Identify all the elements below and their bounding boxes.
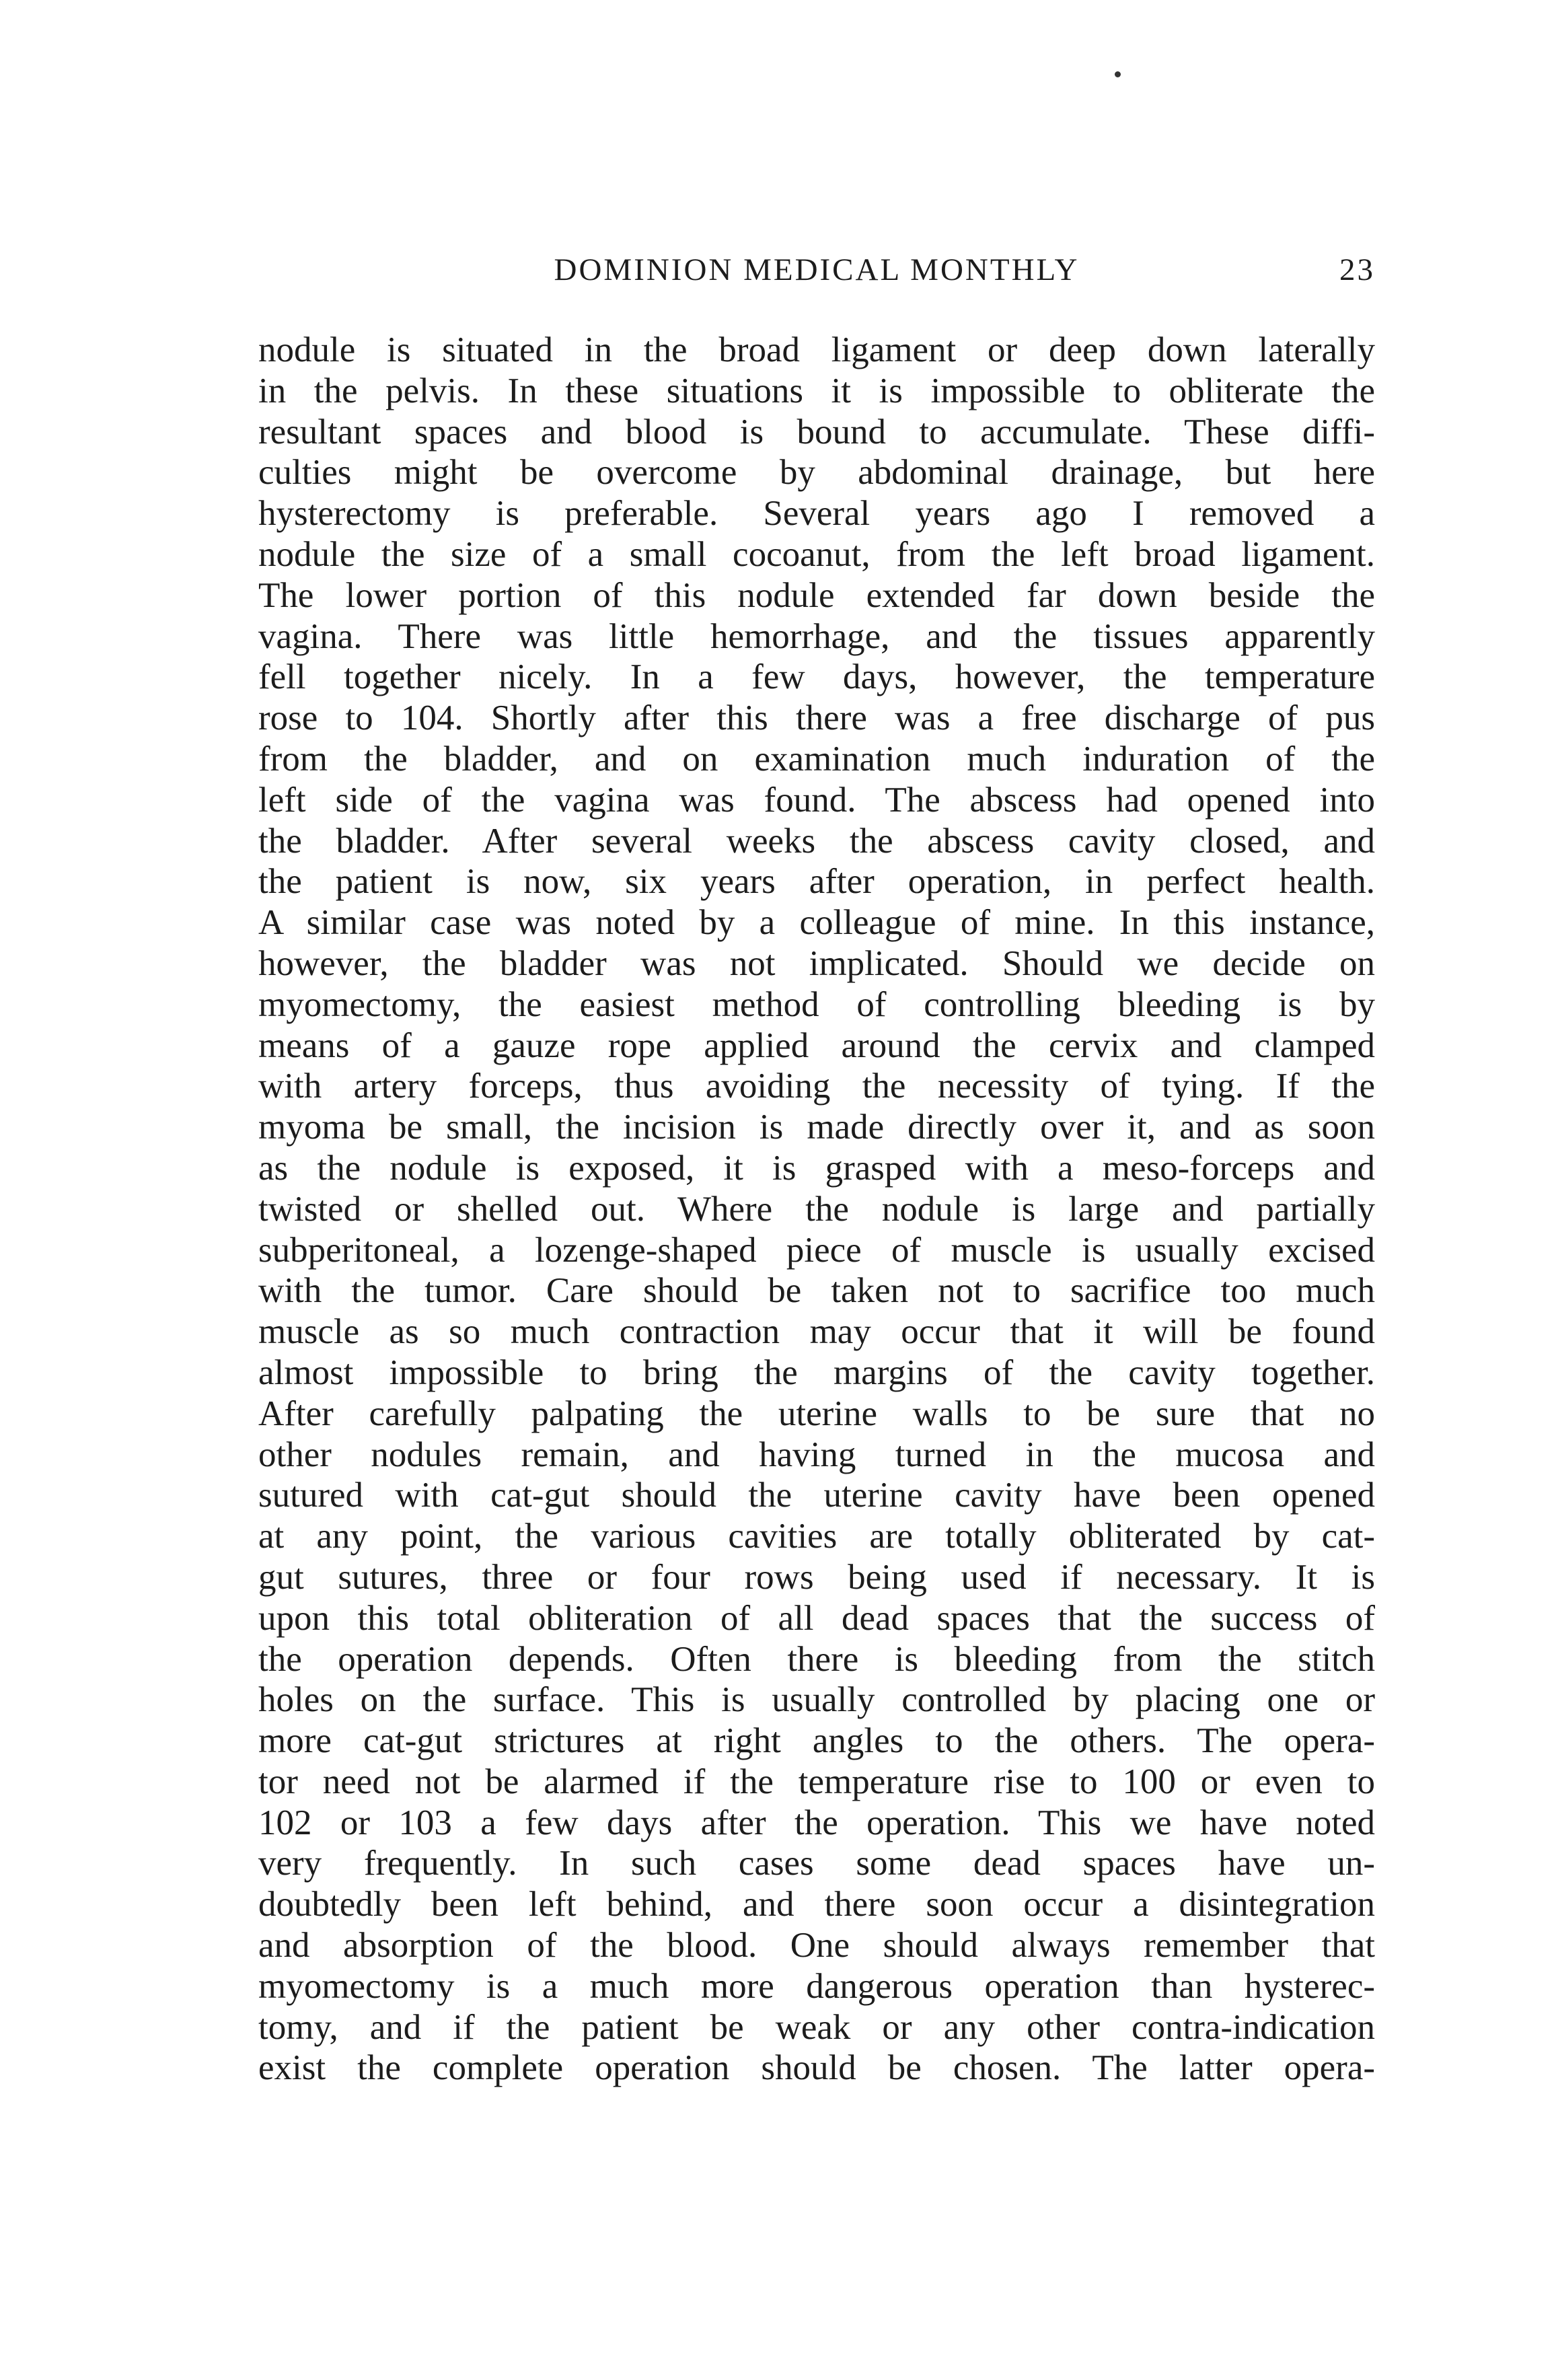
text-line: hysterectomy is preferable. Several years ago I removed a (258, 494, 1375, 534)
text-line: myoma be small, the incision is made directly over it, and as soon (258, 1108, 1375, 1147)
text-line: A similar case was noted by a colleague of mine. In this instance, (258, 903, 1375, 943)
text-line: 102 or 103 a few days after the operation. This we have noted (258, 1803, 1375, 1842)
text-line: holes on the surface. This is usually controlled by placing one or (258, 1680, 1375, 1720)
text-line: and absorption of the blood. One should always remember that (258, 1926, 1375, 1966)
text-line: The lower portion of this nodule extended far down beside the (258, 575, 1375, 615)
journal-title: DOMINION MEDICAL MONTHLY (554, 252, 1080, 287)
text-line: twisted or shelled out. Where the nodule is large and partially (258, 1189, 1375, 1229)
text-line: more cat-gut strictures at right angles to the others. The opera- (258, 1721, 1375, 1761)
text-line: with artery forceps, thus avoiding the necessity of tying. If the (258, 1067, 1375, 1106)
text-line: resultant spaces and blood is bound to accumulate. These diffi- (258, 412, 1375, 452)
text-line: with the tumor. Care should be taken not to sacrifice too much (258, 1271, 1375, 1311)
text-line: myomectomy is a much more dangerous operation than hysterec- (258, 1966, 1375, 2006)
text-line: doubtedly been left behind, and there soon occur a disintegration (258, 1885, 1375, 1924)
text-line: myomectomy, the easiest method of controlling bleeding is by (258, 984, 1375, 1024)
text-line: tor need not be alarmed if the temperature rise to 100 or even to (258, 1762, 1375, 1801)
text-line: other nodules remain, and having turned in the mucosa and (258, 1435, 1375, 1474)
text-line: the bladder. After several weeks the abscess cavity closed, and (258, 821, 1375, 861)
body-text (258, 330, 1375, 2089)
text-line: however, the bladder was not implicated. Should we decide on (258, 943, 1375, 983)
page-number: 23 (1339, 252, 1375, 287)
text-line: muscle as so much contraction may occur that it will be found (258, 1312, 1375, 1352)
text-line: very frequently. In such cases some dead spaces have un- (258, 1844, 1375, 1883)
text-line: rose to 104. Shortly after this there was a free discharge of pus (258, 698, 1375, 738)
text-line: sutured with cat-gut should the uterine cavity have been opened (258, 1476, 1375, 1515)
text-line: exist the complete operation should be chosen. The latter opera- (258, 2048, 1375, 2088)
text-line: gut sutures, three or four rows being used if necessary. It is (258, 1557, 1375, 1597)
text-line: nodule the size of a small cocoanut, from the left broad ligament. (258, 534, 1375, 574)
text-line: as the nodule is exposed, it is grasped with a meso-forceps and (258, 1148, 1375, 1188)
text-line: nodule is situated in the broad ligament or deep down laterally (258, 330, 1375, 369)
ink-speck (1115, 71, 1121, 77)
text-line: After carefully palpating the uterine walls to be sure that no (258, 1394, 1375, 1433)
running-head (258, 252, 1375, 299)
text-line: the operation depends. Often there is bleeding from the stitch (258, 1639, 1375, 1679)
text-line: almost impossible to bring the margins of the cavity together. (258, 1353, 1375, 1392)
text-line: upon this total obliteration of all dead spaces that the success of (258, 1598, 1375, 1638)
text-line: vagina. There was little hemorrhage, and the tissues apparently (258, 616, 1375, 656)
text-line: subperitoneal, a lozenge-shaped piece of muscle is usually excised (258, 1230, 1375, 1270)
text-line: from the bladder, and on examination much induration of the (258, 739, 1375, 779)
text-line: fell together nicely. In a few days, however, the temperature (258, 657, 1375, 697)
text-line: the patient is now, six years after operation, in perfect health. (258, 862, 1375, 902)
text-line: tomy, and if the patient be weak or any other contra-indication (258, 2007, 1375, 2047)
text-line: at any point, the various cavities are totally obliterated by cat- (258, 1517, 1375, 1556)
text-line: in the pelvis. In these situations it is impossible to obliterate the (258, 371, 1375, 410)
text-line: left side of the vagina was found. The abscess had opened into (258, 780, 1375, 820)
text-line: means of a gauze rope applied around the cervix and clamped (258, 1025, 1375, 1065)
text-line: culties might be overcome by abdominal drainage, but here (258, 453, 1375, 493)
